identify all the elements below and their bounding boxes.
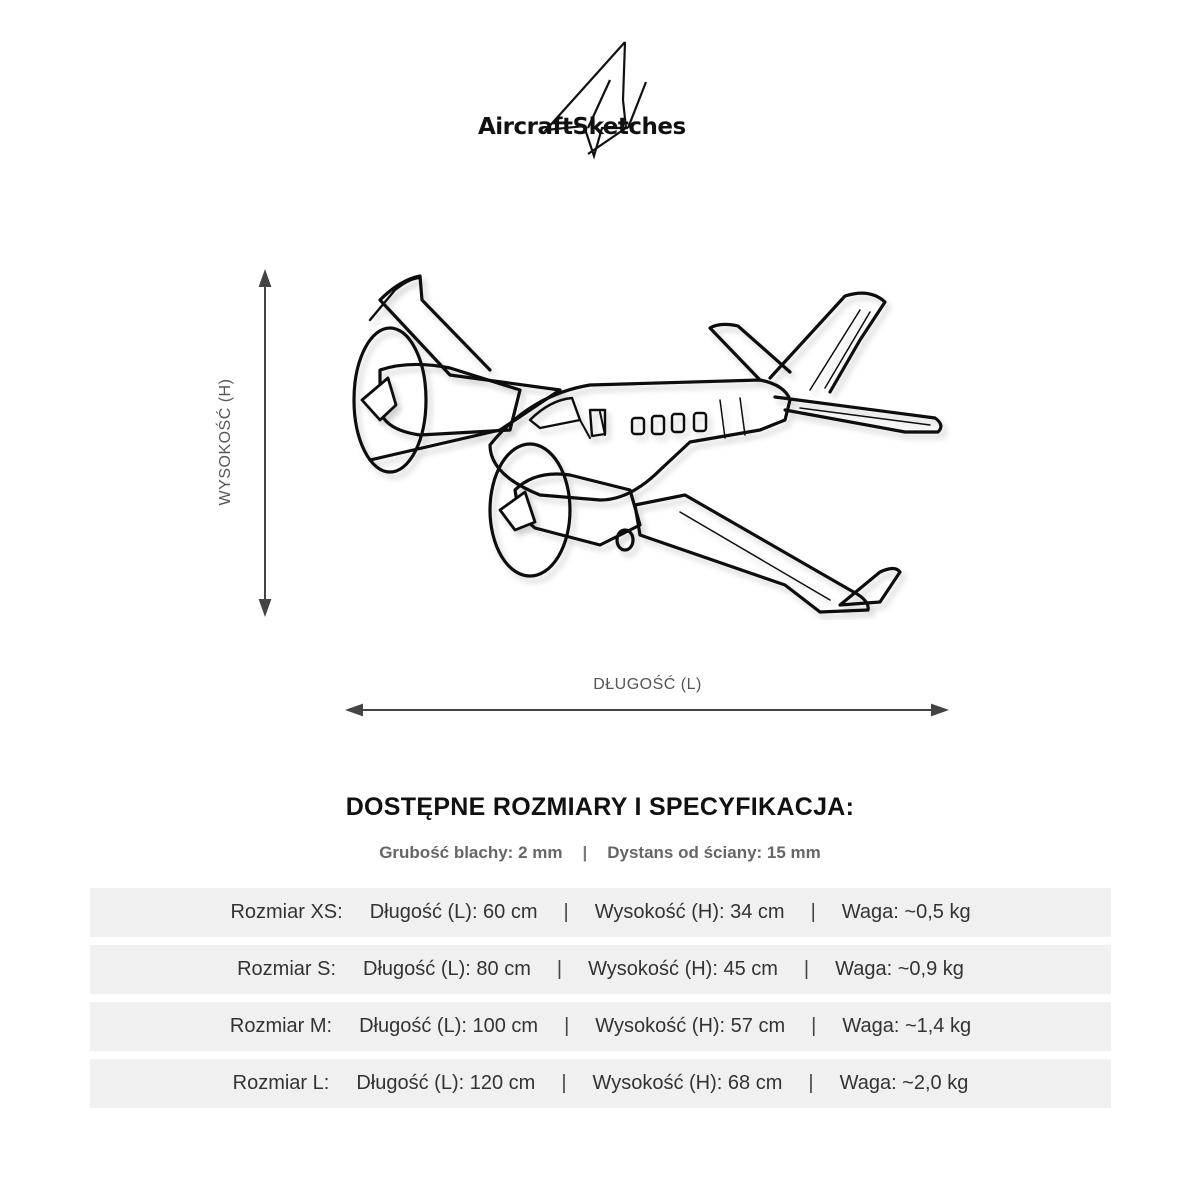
- size-weight: Waga: ~0,9 kg: [835, 958, 964, 980]
- size-name: Rozmiar XS:: [230, 901, 343, 923]
- size-height: Wysokość (H): 68 cm: [592, 1072, 783, 1094]
- size-length: Długość (L): 100 cm: [359, 1015, 539, 1037]
- size-length: Długość (L): 80 cm: [363, 958, 531, 980]
- wall-distance: Dystans od ściany: 15 mm: [607, 843, 821, 862]
- airplane-illustration: [340, 260, 960, 620]
- separator: |: [803, 958, 810, 980]
- size-row-m: [90, 1002, 1111, 1051]
- size-height: Wysokość (H): 57 cm: [595, 1015, 786, 1037]
- size-row-l: [90, 1059, 1111, 1108]
- specs-title: DOSTĘPNE ROZMIARY I SPECYFIKACJA:: [345, 793, 855, 821]
- size-weight: Waga: ~1,4 kg: [842, 1015, 972, 1037]
- size-weight: Waga: ~2,0 kg: [839, 1072, 969, 1094]
- size-weight: Waga: ~0,5 kg: [841, 901, 971, 923]
- size-length: Długość (L): 120 cm: [356, 1072, 536, 1094]
- arrow-right-icon: [932, 705, 946, 715]
- arrow-down-icon: [260, 600, 270, 614]
- length-label: DŁUGOŚĆ (L): [593, 676, 702, 693]
- separator: |: [556, 958, 563, 980]
- size-height: Wysokość (H): 34 cm: [594, 901, 785, 923]
- size-height: Wysokość (H): 45 cm: [588, 958, 778, 980]
- size-name: Rozmiar M:: [229, 1015, 333, 1037]
- arrow-up-icon: [260, 272, 270, 286]
- separator: |: [561, 1072, 567, 1094]
- brand-name: AircraftSketches: [478, 114, 686, 140]
- separator: |: [810, 901, 816, 923]
- separator: |: [811, 1015, 817, 1037]
- size-row-s: [90, 945, 1111, 994]
- separator: |: [564, 1015, 570, 1037]
- size-name: Rozmiar S:: [237, 958, 337, 980]
- separator: |: [563, 901, 569, 923]
- size-row-xs: [90, 888, 1111, 937]
- separator: |: [582, 843, 588, 862]
- arrow-left-icon: [348, 705, 362, 715]
- height-label: WYSOKOŚĆ (H): [217, 378, 234, 506]
- size-name: Rozmiar L:: [232, 1072, 330, 1094]
- sheet-thickness: Grubość blachy: 2 mm: [379, 843, 563, 862]
- specs-subtitle: [0, 843, 1200, 863]
- separator: |: [808, 1072, 814, 1094]
- size-length: Długość (L): 60 cm: [369, 901, 538, 923]
